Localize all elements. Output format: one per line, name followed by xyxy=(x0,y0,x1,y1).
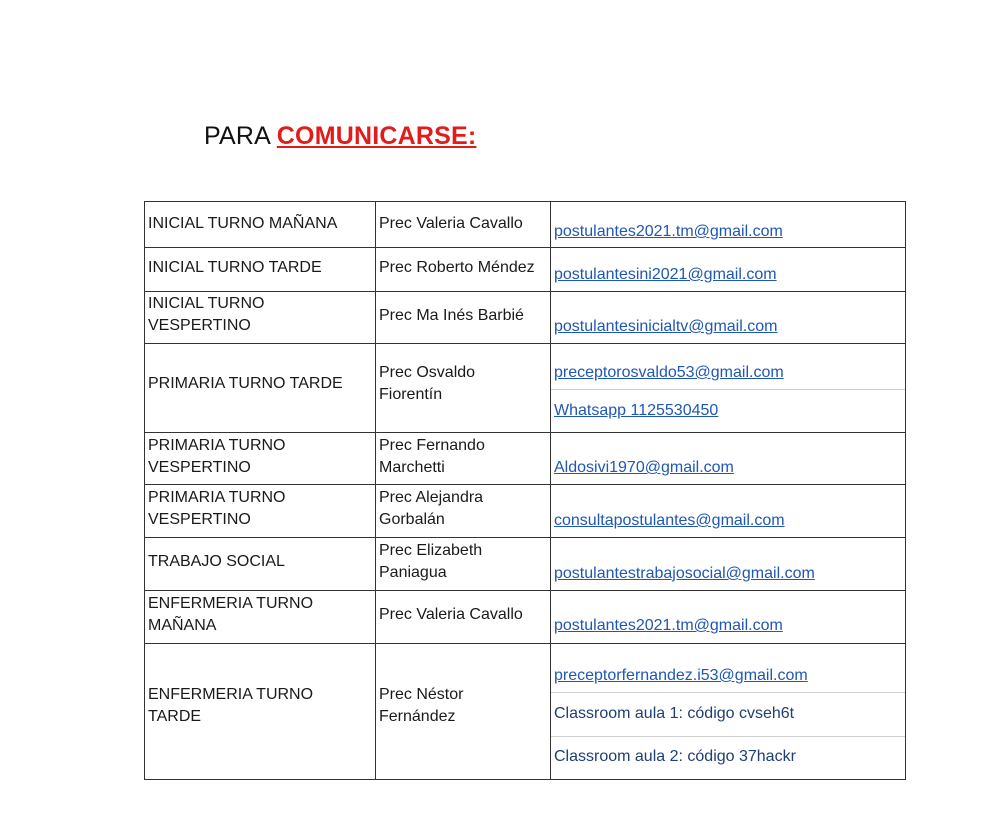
preceptor-cell-line1: Prec Elizabeth xyxy=(379,542,483,559)
email-link[interactable]: preceptorosvaldo53@gmail.com xyxy=(554,364,784,381)
classroom-code-2: Classroom aula 2: código 37hackr xyxy=(554,748,796,765)
area-cell-line1: ENFERMERIA TURNO xyxy=(148,686,314,703)
row-divider xyxy=(144,247,906,248)
preceptor-cell: Prec Ma Inés Barbié xyxy=(379,307,524,324)
contacts-table xyxy=(144,201,906,779)
preceptor-cell-line2: Marchetti xyxy=(379,459,445,476)
preceptor-cell: Prec Roberto Méndez xyxy=(379,259,535,276)
email-link[interactable]: postulantes2021.tm@gmail.com xyxy=(554,617,783,634)
email-link[interactable]: Aldosivi1970@gmail.com xyxy=(554,459,734,476)
table-border-left xyxy=(144,201,145,779)
area-cell-line2: TARDE xyxy=(148,708,202,725)
whatsapp-link[interactable]: Whatsapp 1125530450 xyxy=(554,402,719,419)
area-cell-line2: VESPERTINO xyxy=(148,511,251,528)
preceptor-cell: Prec Valeria Cavallo xyxy=(379,215,523,232)
area-cell-line1: PRIMARIA TURNO xyxy=(148,437,286,454)
row-divider xyxy=(144,643,906,644)
sub-divider xyxy=(551,736,906,737)
area-cell-line2: VESPERTINO xyxy=(148,459,251,476)
preceptor-cell-line2: Gorbalán xyxy=(379,511,445,528)
column-divider xyxy=(550,201,551,779)
row-divider xyxy=(144,590,906,591)
preceptor-cell-line1: Prec Fernando xyxy=(379,437,485,454)
sub-divider xyxy=(551,389,906,390)
preceptor-cell-line2: Fernández xyxy=(379,708,456,725)
area-cell-line1: INICIAL TURNO xyxy=(148,295,265,312)
column-divider xyxy=(375,201,376,779)
row-divider xyxy=(144,291,906,292)
email-link[interactable]: preceptorfernandez.i53@gmail.com xyxy=(554,667,808,684)
preceptor-cell: Prec Valeria Cavallo xyxy=(379,606,523,623)
area-cell-line1: ENFERMERIA TURNO xyxy=(148,595,314,612)
row-divider xyxy=(144,432,906,433)
row-divider xyxy=(144,343,906,344)
area-cell: INICIAL TURNO MAÑANA xyxy=(148,215,338,232)
area-cell: PRIMARIA TURNO TARDE xyxy=(148,375,343,392)
area-cell: INICIAL TURNO TARDE xyxy=(148,259,322,276)
area-cell: TRABAJO SOCIAL xyxy=(148,553,285,570)
email-link[interactable]: consultapostulantes@gmail.com xyxy=(554,512,785,529)
email-link[interactable]: postulantes2021.tm@gmail.com xyxy=(554,223,783,240)
area-cell-line2: VESPERTINO xyxy=(148,317,251,334)
preceptor-cell-line1: Prec Néstor xyxy=(379,686,464,703)
row-divider xyxy=(144,484,906,485)
preceptor-cell-line1: Prec Osvaldo xyxy=(379,364,476,381)
sub-divider xyxy=(551,692,906,693)
classroom-code-1: Classroom aula 1: código cvseh6t xyxy=(554,705,795,722)
preceptor-cell-line2: Paniagua xyxy=(379,564,447,581)
heading-prefix: PARA xyxy=(204,122,277,150)
table-border-right xyxy=(905,201,906,779)
heading-highlight: COMUNICARSE: xyxy=(276,122,477,150)
page-heading xyxy=(204,122,476,151)
email-link[interactable]: postulantestrabajosocial@gmail.com xyxy=(554,565,815,582)
email-link[interactable]: postulantesini2021@gmail.com xyxy=(554,266,777,283)
area-cell-line2: MAÑANA xyxy=(148,617,217,634)
email-link[interactable]: postulantesinicialtv@gmail.com xyxy=(554,318,778,335)
table-border-bottom xyxy=(144,779,906,780)
preceptor-cell-line2: Fiorentín xyxy=(379,386,443,403)
preceptor-cell-line1: Prec Alejandra xyxy=(379,489,484,506)
table-border-top xyxy=(144,201,906,202)
row-divider xyxy=(144,537,906,538)
area-cell-line1: PRIMARIA TURNO xyxy=(148,489,286,506)
